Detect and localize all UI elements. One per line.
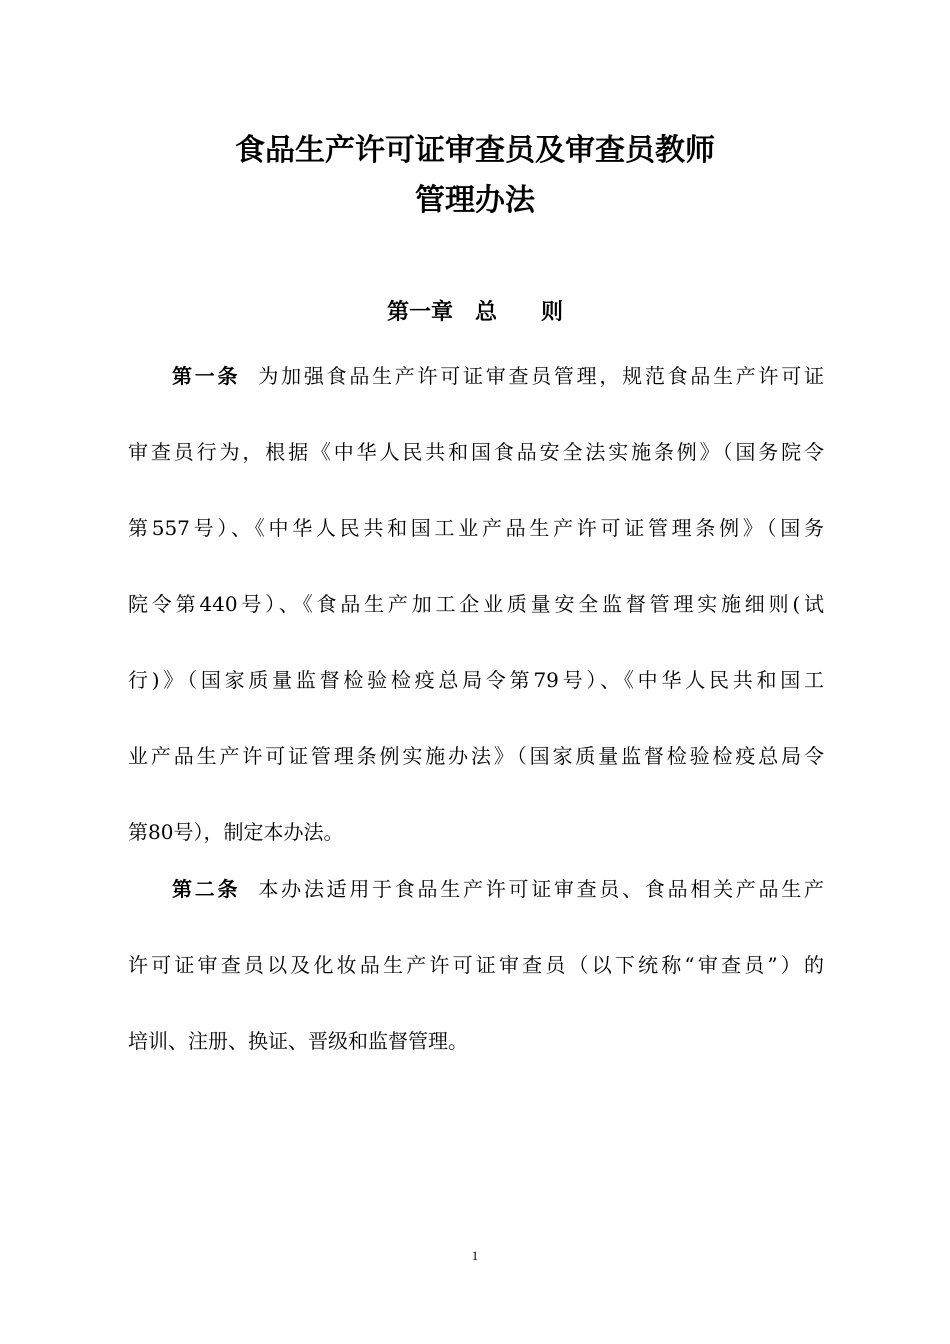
article-1-line-5: 行)》（国家质量监督检验检疫总局令第79号）、《中华人民共和国工 bbox=[128, 668, 824, 692]
article-2-text-1: 本办法适用于食品生产许可证审查员、食品相关产品生产 bbox=[258, 877, 825, 901]
page-number: 1 bbox=[471, 1248, 479, 1263]
article-1-text-1: 为加强食品生产许可证审查员管理，规范食品生产许可证 bbox=[258, 364, 825, 388]
article-1-line-2: 审查员行为，根据《中华人民共和国食品安全法实施条例》（国务院令 bbox=[128, 440, 824, 464]
article-2-number: 第二条 bbox=[172, 877, 241, 901]
article-1 bbox=[128, 338, 824, 870]
article-2-line-2: 许可证审查员以及化妆品生产许可证审查员（以下统称“审查员”）的 bbox=[128, 953, 824, 977]
article-2 bbox=[128, 851, 824, 1079]
chapter-heading: 第一章 总 则 bbox=[386, 300, 563, 325]
article-1-line-6: 业产品生产许可证管理条例实施办法》（国家质量监督检验检疫总局令 bbox=[128, 744, 824, 768]
article-1-line-7: 第80号），制定本办法。 bbox=[128, 820, 344, 844]
document-title-line-2: 管理办法 bbox=[415, 183, 535, 218]
document-title-line-1: 食品生产许可证审查员及审查员教师 bbox=[235, 133, 715, 168]
article-1-line-4: 院令第440号）、《食品生产加工企业质量安全监督管理实施细则(试 bbox=[128, 592, 824, 616]
article-2-line-1 bbox=[128, 851, 824, 927]
article-2-line-3: 培训、注册、换证、晋级和监督管理。 bbox=[128, 1029, 468, 1053]
article-1-number: 第一条 bbox=[172, 364, 241, 388]
article-1-line-1 bbox=[128, 338, 824, 414]
article-1-line-3: 第557号）、《中华人民共和国工业产品生产许可证管理条例》（国务 bbox=[128, 516, 824, 540]
